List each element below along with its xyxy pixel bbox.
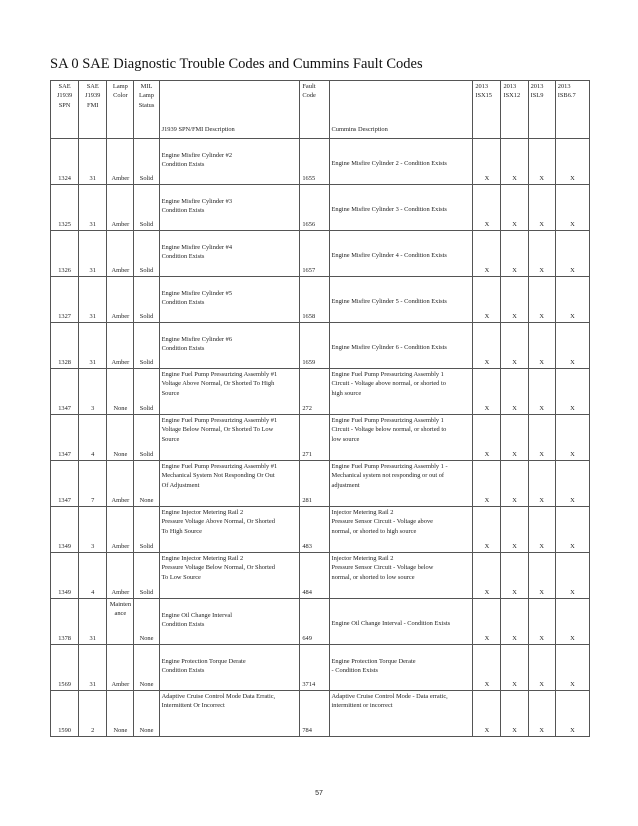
cell-mil-status: Solid (134, 277, 159, 323)
cell-isb67: X (555, 553, 589, 599)
cell-mil-status: None (134, 599, 159, 645)
cell-spn: 1349 (51, 553, 79, 599)
cell-isb67: X (555, 139, 589, 185)
cell-lamp-color: Mainten ance (107, 599, 134, 645)
cell-fault-code: 649 (300, 599, 329, 645)
cell-isl9: X (528, 231, 555, 277)
header-isx15: 2013 ISX15 (473, 81, 501, 139)
cell-isb67: X (555, 323, 589, 369)
cell-fmi: 3 (79, 507, 107, 553)
cell-isb67: X (555, 507, 589, 553)
cell-fmi: 31 (79, 645, 107, 691)
cell-isx12: X (501, 691, 528, 737)
page-number: 57 (315, 790, 323, 797)
cell-fault-code: 1655 (300, 139, 329, 185)
cell-isx15: X (473, 369, 501, 415)
cell-isx15: X (473, 645, 501, 691)
cell-fmi: 31 (79, 185, 107, 231)
cell-isx15: X (473, 461, 501, 507)
table-row (51, 369, 590, 415)
cell-fmi: 31 (79, 277, 107, 323)
cell-fault-code: 1656 (300, 185, 329, 231)
cell-mil-status: Solid (134, 185, 159, 231)
cell-j1939-description: Adaptive Cruise Control Mode Data Erratic, Intermittent Or Incorrect (159, 691, 300, 737)
cell-mil-status: Solid (134, 323, 159, 369)
cell-isl9: X (528, 185, 555, 231)
cell-spn: 1328 (51, 323, 79, 369)
cell-isb67: X (555, 645, 589, 691)
cell-isx15: X (473, 139, 501, 185)
cell-isl9: X (528, 369, 555, 415)
cell-isx15: X (473, 415, 501, 461)
cell-isx12: X (501, 415, 528, 461)
cell-isb67: X (555, 461, 589, 507)
cell-cummins-description: Engine Misfire Cylinder 5 - Condition Exists (329, 277, 473, 323)
table-row (51, 139, 590, 185)
cell-isl9: X (528, 599, 555, 645)
cell-mil-status: Solid (134, 415, 159, 461)
cell-isx15: X (473, 231, 501, 277)
cell-fault-code: 784 (300, 691, 329, 737)
cell-isx12: X (501, 323, 528, 369)
cell-isx15: X (473, 507, 501, 553)
cell-isx15: X (473, 185, 501, 231)
table-row (51, 323, 590, 369)
cell-j1939-description: Engine Misfire Cylinder #3 Condition Exists (159, 185, 300, 231)
cell-cummins-description: Adaptive Cruise Control Mode - Data erratic, intermittent or incorrect (329, 691, 473, 737)
cell-j1939-description: Engine Fuel Pump Pressurizing Assembly #1 Mechanical System Not Responding Or Out Of Adjustment (159, 461, 300, 507)
cell-mil-status: Solid (134, 553, 159, 599)
cell-fmi: 31 (79, 323, 107, 369)
cell-isl9: X (528, 139, 555, 185)
cell-cummins-description: Engine Misfire Cylinder 3 - Condition Exists (329, 185, 473, 231)
cell-isb67: X (555, 231, 589, 277)
cell-isb67: X (555, 185, 589, 231)
cell-cummins-description: Engine Fuel Pump Pressurizing Assembly 1 - Mechanical system not responding or out of adjustment (329, 461, 473, 507)
cell-fault-code: 1657 (300, 231, 329, 277)
cell-isx12: X (501, 461, 528, 507)
cell-j1939-description: Engine Fuel Pump Pressurizing Assembly #1 Voltage Above Normal, Or Shorted To High Source (159, 369, 300, 415)
cell-cummins-description: Injector Metering Rail 2 Pressure Sensor Circuit - Voltage above normal, or shorted to high source (329, 507, 473, 553)
cell-fmi: 4 (79, 415, 107, 461)
cell-lamp-color: Amber (107, 323, 134, 369)
cell-fmi: 4 (79, 553, 107, 599)
table-row (51, 277, 590, 323)
header-fmi: SAE J1939 FMI (79, 81, 107, 139)
cell-cummins-description: Engine Protection Torque Derate - Condition Exists (329, 645, 473, 691)
cell-fault-code: 1659 (300, 323, 329, 369)
table-row (51, 599, 590, 645)
cell-isx12: X (501, 599, 528, 645)
cell-isx12: X (501, 645, 528, 691)
cell-fmi: 31 (79, 599, 107, 645)
cell-isl9: X (528, 277, 555, 323)
cell-isx12: X (501, 507, 528, 553)
cell-fmi: 7 (79, 461, 107, 507)
cell-isb67: X (555, 415, 589, 461)
cell-isx15: X (473, 691, 501, 737)
cell-spn: 1378 (51, 599, 79, 645)
cell-fmi: 2 (79, 691, 107, 737)
cell-isb67: X (555, 599, 589, 645)
cell-spn: 1324 (51, 139, 79, 185)
cell-lamp-color: Amber (107, 645, 134, 691)
cell-isl9: X (528, 553, 555, 599)
header-isx12: 2013 ISX12 (501, 81, 528, 139)
cell-spn: 1590 (51, 691, 79, 737)
cell-fmi: 31 (79, 139, 107, 185)
cell-mil-status: None (134, 691, 159, 737)
cell-isx15: X (473, 323, 501, 369)
cell-fault-code: 272 (300, 369, 329, 415)
table-row (51, 553, 590, 599)
cell-isl9: X (528, 461, 555, 507)
cell-j1939-description: Engine Oil Change Interval Condition Exists (159, 599, 300, 645)
cell-lamp-color: Amber (107, 185, 134, 231)
cell-fmi: 31 (79, 231, 107, 277)
cell-isx15: X (473, 553, 501, 599)
cell-spn: 1325 (51, 185, 79, 231)
cell-cummins-description: Engine Misfire Cylinder 4 - Condition Exists (329, 231, 473, 277)
cell-isx12: X (501, 139, 528, 185)
header-cummins-description: Cummins Description (329, 81, 473, 139)
cell-fmi: 3 (79, 369, 107, 415)
cell-lamp-color: Amber (107, 139, 134, 185)
header-fault-code: Fault Code (300, 81, 329, 139)
cell-fault-code: 3714 (300, 645, 329, 691)
table-row (51, 415, 590, 461)
cell-spn: 1569 (51, 645, 79, 691)
header-isb67: 2013 ISB6.7 (555, 81, 589, 139)
cell-cummins-description: Engine Misfire Cylinder 6 - Condition Exists (329, 323, 473, 369)
cell-mil-status: Solid (134, 231, 159, 277)
cell-spn: 1327 (51, 277, 79, 323)
cell-isl9: X (528, 507, 555, 553)
cell-cummins-description: Engine Fuel Pump Pressurizing Assembly 1 Circuit - Voltage below normal, or shorted to low source (329, 415, 473, 461)
cell-isx15: X (473, 277, 501, 323)
cell-lamp-color: Amber (107, 231, 134, 277)
cell-mil-status: None (134, 461, 159, 507)
cell-isx12: X (501, 369, 528, 415)
cell-lamp-color: Amber (107, 507, 134, 553)
cell-fault-code: 281 (300, 461, 329, 507)
table-header-row (51, 81, 590, 139)
cell-spn: 1326 (51, 231, 79, 277)
cell-j1939-description: Engine Protection Torque Derate Condition Exists (159, 645, 300, 691)
cell-isl9: X (528, 415, 555, 461)
cell-spn: 1349 (51, 507, 79, 553)
cell-mil-status: Solid (134, 507, 159, 553)
cell-mil-status: Solid (134, 139, 159, 185)
cell-j1939-description: Engine Misfire Cylinder #6 Condition Exists (159, 323, 300, 369)
cell-j1939-description: Engine Misfire Cylinder #5 Condition Exists (159, 277, 300, 323)
cell-fault-code: 483 (300, 507, 329, 553)
table-row (51, 645, 590, 691)
cell-fault-code: 271 (300, 415, 329, 461)
cell-isx12: X (501, 553, 528, 599)
cell-cummins-description: Engine Oil Change Interval - Condition Exists (329, 599, 473, 645)
cell-spn: 1347 (51, 415, 79, 461)
header-j1939-description: J1939 SPN/FMI Description (159, 81, 300, 139)
cell-isl9: X (528, 691, 555, 737)
cell-isl9: X (528, 323, 555, 369)
table-row (51, 461, 590, 507)
header-mil-lamp-status: MIL Lamp Status (134, 81, 159, 139)
cell-isb67: X (555, 691, 589, 737)
header-isl9: 2013 ISL9 (528, 81, 555, 139)
header-lamp-color: Lamp Color (107, 81, 134, 139)
cell-isx15: X (473, 599, 501, 645)
cell-lamp-color: Amber (107, 461, 134, 507)
cell-j1939-description: Engine Injector Metering Rail 2 Pressure Voltage Below Normal, Or Shorted To Low Source (159, 553, 300, 599)
cell-j1939-description: Engine Injector Metering Rail 2 Pressure Voltage Above Normal, Or Shorted To High Source (159, 507, 300, 553)
cell-isb67: X (555, 369, 589, 415)
cell-j1939-description: Engine Misfire Cylinder #2 Condition Exists (159, 139, 300, 185)
cell-fault-code: 484 (300, 553, 329, 599)
cell-lamp-color: None (107, 691, 134, 737)
cell-mil-status: None (134, 645, 159, 691)
cell-cummins-description: Engine Fuel Pump Pressurizing Assembly 1 Circuit - Voltage above normal, or shorted to high source (329, 369, 473, 415)
page-title: SA 0 SAE Diagnostic Trouble Codes and Cummins Fault Codes (50, 56, 423, 72)
cell-isb67: X (555, 277, 589, 323)
cell-lamp-color: Amber (107, 277, 134, 323)
cell-j1939-description: Engine Fuel Pump Pressurizing Assembly #1 Voltage Below Normal, Or Shorted To Low Source (159, 415, 300, 461)
fault-code-table (50, 80, 590, 737)
cell-cummins-description: Engine Misfire Cylinder 2 - Condition Exists (329, 139, 473, 185)
cell-j1939-description: Engine Misfire Cylinder #4 Condition Exists (159, 231, 300, 277)
cell-isx12: X (501, 231, 528, 277)
cell-lamp-color: None (107, 369, 134, 415)
cell-spn: 1347 (51, 461, 79, 507)
table-row (51, 691, 590, 737)
cell-mil-status: Solid (134, 369, 159, 415)
table-row (51, 231, 590, 277)
cell-spn: 1347 (51, 369, 79, 415)
cell-isx12: X (501, 185, 528, 231)
cell-isl9: X (528, 645, 555, 691)
cell-fault-code: 1658 (300, 277, 329, 323)
cell-cummins-description: Injector Metering Rail 2 Pressure Sensor Circuit - Voltage below normal, or shorted to low source (329, 553, 473, 599)
table-row (51, 507, 590, 553)
header-spn: SAE J1939 SPN (51, 81, 79, 139)
cell-lamp-color: Amber (107, 553, 134, 599)
table-row (51, 185, 590, 231)
cell-lamp-color: None (107, 415, 134, 461)
cell-isx12: X (501, 277, 528, 323)
